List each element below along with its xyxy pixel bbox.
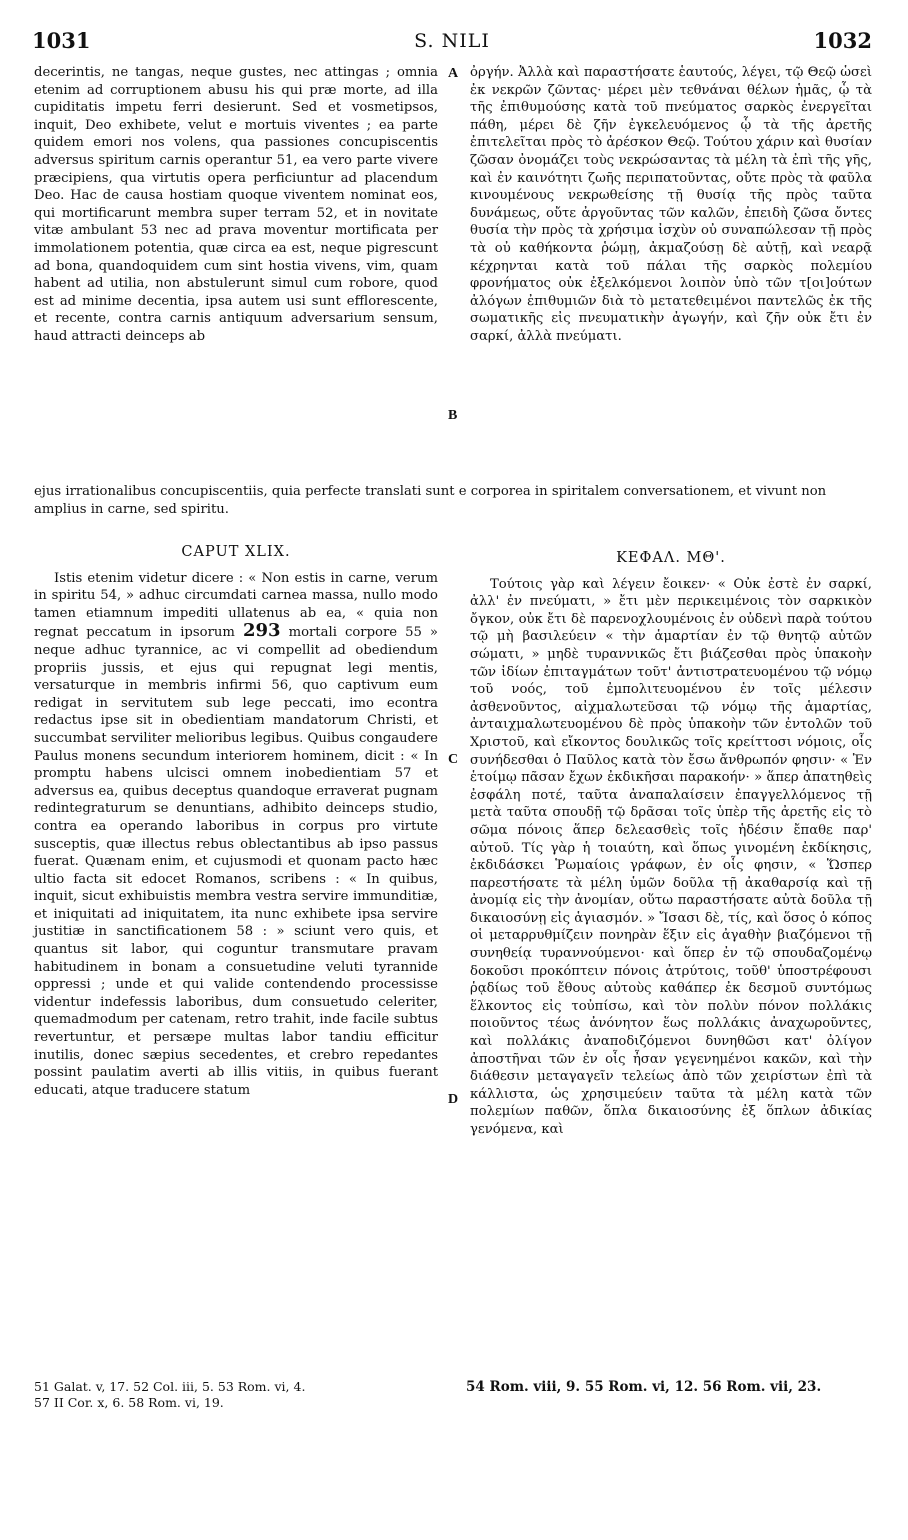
bridge-line: ejus irrationalibus concupiscentiis, quia perfecte translati sunt e corporea in spiritalem conversationem, et vivunt non amplius in carne, sed spiritu. — [34, 484, 827, 517]
running-title: S. NILI — [414, 30, 490, 52]
column-number-marker: 293 — [242, 620, 281, 642]
margin-letter-a: A — [448, 66, 459, 81]
margin-letter-c: C — [448, 752, 459, 767]
margin-letter-b: B — [448, 408, 458, 423]
greek-column-top — [470, 64, 872, 346]
footnote-line-2: 57 II Cor. x, 6. 58 Rom. vi, 19. — [34, 1395, 224, 1410]
greek-paragraph-top: ὀργήν. Ἀλλὰ καὶ παραστήσατε ἑαυτούς, λέγει, τῷ Θεῷ ὡσεὶ ἐκ νεκρῶν ζῶντας· μέρει μὲν τεθνάναι θέλων ἡμᾶς, ᾧ τὰ τῆς ἐπιθυμούσης κατὰ τοῦ πνεύματος σαρκὸς ἐνεργεῖται πάθη, μέρει δὲ ζῆν ἐγκελευόμενος ᾧ τὰ τῆς ἀρετῆς ἐπιτελεῖται πρὸς τὸ ἀρέσκον Θεῷ. Τούτου χάριν καὶ θυσίαν ζῶσαν ὀνομάζει τοὺς νεκρώσαντας τὰ μέλη τὰ ἐπὶ τῆς γῆς, καὶ ἐν καινότητι ζωῆς περιπατοῦντας, οὔτε πρὸς τὰ φαῦλα κινουμένους νεκρωθείσης τῇ θυσίᾳ τῆς πρὸς ταῦτα δυνάμεως, οὔτε ἀργοῦντας τῶν καλῶν, ἐπειδὴ ζῶσα ὄντες θυσία τὴν πρὸς τὰ χρήσιμα ἰσχὺν οὐ συναπώλεσαν τῇ πρὸς τὰ οὐ καθήκοντα ῥώμῃ, ἀκμαζούσῃ δὲ αὐτῇ, καὶ νεαρᾷ κέχρηνται κατὰ τοῦ πάλαι τῆς σαρκὸς πολεμίου φρονήματος οὐκ ἐξελκόμενοι λοιπὸν ὑπὸ τῶν τ[οι]ούτων ἀλόγων ἐπιθυμιῶν διὰ τὸ μετατεθειμένοι παντελῶς ἐκ τῆς σωματικῆς εἰς πνευματικὴν ἀγωγήν, καὶ ζῆν οὐκ ἔτι ἐν σαρκί, ἀλλὰ πνεύματι. — [470, 65, 872, 344]
greek-chapter-body: Τούτοις γὰρ καὶ λέγειν ἔοικεν· « Οὐκ ἐστὲ ἐν σαρκί, ἀλλ' ἐν πνεύματι, » ἔτι μὲν περικειμένοις τὸν σαρκικὸν ὄγκον, οὐκ ἔτι δὲ παρενοχλουμένοις ἐν οὐδενὶ παρὰ τούτου τῷ μὴ βασιλεύειν « τὴν ἁμαρτίαν ἐν τῷ θνητῷ αὐτῶν σώματι, » μηδὲ τυραννικῶς ἔτι βιάζεσθαι πρὸς ὑπακοὴν τῶν ἰδίων ἐπιταγμάτων τοῦτ' ἀντιστρατευομένου τῷ νόμῳ τοῦ νοός, τοῦ ἐμπολιτευομένου ἐν τοῖς μέλεσιν ἀσθενοῦντος, αἰχμαλωτεῦσαι τῷ νόμῳ τῆς ἁμαρτίας, ἀνταιχμαλωτευομένου δὲ πρὸς ὑπακοὴν τῶν ἐντολῶν τοῦ Χριστοῦ, καὶ εἴκοντος δουλικῶς τοῖς κρείττοσι νόμοις, οἷς συνήδεσθαι ὁ Παῦλος κατὰ τὸν ἔσω ἄνθρωπόν φησιν· « Ἐν ἑτοίμῳ πᾶσαν ἔχων ἐκδικῆσαι παρακοήν· » ἅπερ ἀπατηθεὶς ἐσφάλη ποτέ, ταῦτα ἀναπαλαίσειν ἐπαγγελλόμενος τῇ μετὰ ταῦτα σπουδῇ τῷ δρᾶσαι τοῖς ὑπὲρ τῆς ἀρετῆς εἰς τὸ σῶμα πόνοις ἅπερ δελεασθεὶς τοῖς ἡδέσιν ἔπαθε παρ' αὐτοῦ. Τίς γὰρ ἡ τοιαύτη, καὶ ὅπως γινομένη ἐκδίκησις, ἐκδιδάσκει Ῥωμαίοις γράφων, ἐν οἷς φησιν, « Ὥσπερ παρεστήσατε τὰ μέλη ὑμῶν δοῦλα τῇ ἀκαθαρσίᾳ καὶ τῇ ἀνομίᾳ εἰς τὴν ἀνομίαν, οὕτω παραστήσατε αὐτὰ δοῦλα τῇ δικαιοσύνῃ εἰς ἁγιασμόν. » Ἴσασι δὲ, τίς, καὶ ὅσος ὁ κόπος οἱ μεταρρυθμίζειν πονηρὰν ἕξιν εἰς ἀγαθὴν βιαζόμενοι τῇ συνηθείᾳ τυραννούμενοι· καὶ ὅπερ ἐν τῷ σπουδαζομένῳ δοκοῦσι προκόπτειν πόνοις ἀτρύτοις, τοῦθ' ὑποστρέφουσι ῥᾳδίως τοῦ ἔθους αὐτοὺς καθάπερ ἐκ δεσμοῦ συντόμως ἕλκοντος εἰς τοὐπίσω, καὶ τὸν πολὺν πόνον πολλάκις ποιοῦντος τέως ἀνόνητον ἕως πολλάκις ἀναχωροῦντες, καὶ πολλάκις ἀναποδιζόμενοι δυνηθῶσι κατ' ὀλίγον ἀποστῆναι τῶν ἐν οἷς ἦσαν γεγενημένοι κακῶν, καὶ τὴν διάθεσιν μεταγαγεῖν τελείως ἀπὸ τῶν χειρίστων ἐπὶ τὰ κάλλιστα, ὡς χρησιμεύειν ταῦτα τὰ μέλη κατὰ τῶν πολεμίων παθῶν, ὅπλα δικαιοσύνης ἐξ ὅπλων ἀδικίας γενόμενα, καὶ — [470, 576, 872, 1137]
greek-column-chapter — [470, 532, 872, 1139]
margin-letter-d: D — [448, 1092, 459, 1107]
latin-paragraph-top: decerintis, ne tangas, neque gustes, nec attingas ; omnia etenim ad corruptionem abusu his qui præ morte, ad illa cupiditatis impetu ferri desierunt. Sed et vosmetipsos, inquit, Deo exhibete, velut e mortuis viventes ; ea parte quidem emori nos volens, qua passiones concupiscentis adversus spiritum carnis operantur 51, ea vero parte vivere præcipiens, qua virtutis opera perficiuntur ad placendum Deo. Hac de causa hostiam quoque viventem nominat eos, qui mortificarunt membra super terram 52, et in novitate vitæ ambulant 53 nec ad prava moventur mortificata per immolationem potentia, quæ circa ea est, neque pigrescunt ad bona, quandoquidem cum sint hostia vivens, vim, quam habent ad utilia, non abstulerunt simul cum robore, quod est ad minime decentia, ipsa autem usi sunt efflorescente, et recente, contra carnis antiquum adversarium sensum, haud attracti deinceps ab — [34, 65, 438, 344]
latin-column-chapter — [34, 532, 438, 1099]
latin-body-part-b: mortali corpore 55 » neque adhuc tyrannice, ac vi compellit ad obediendum propriis jussis, et ejus qui repugnat legi mentis, versaturque in membris infirmi 56, quo captivum eum redigat in servitutem sub lege peccati, imo econtra redactus ipse sit in obedientiam mandatorum Christi, et succumbat serviliter melioribus legibus. Quibus congaudere Paulus monens secundum interiorem hominem, dicit : « In promptu habens ulcisci omnem inobedientiam 57 et adversus ea, quibus deceptus quandoque erraverat pugnam redintegraturum se denuntians, adhibito deinceps studio, contra ea operando laboribus in corpus pro virtute susceptis, quæ illectus rebus oblectantibus ab ipso passus fuerat. Quænam enim, et cujusmodi et quonam pacto hæc ultio facta sit edocet Romanos, scribens : « In quibus, inquit, sicut exhibuistis membra vestra servire immunditiæ, et iniquitati ad iniquitatem, ita nunc exhibete ipsa servire justitiæ in sanctificationem 58 : » sciunt vero quis, et quantus sit labor, qui coguntur transmutare pravam habitudinem in bonam a consuetudine veluti tyrannide oppressi ; unde et qui valide contendendo processisse videntur indefessis laboribus, dum consuetudo celeriter, quemadmodum per catenam, retro trahit, inde facile subtus revertuntur, et persæpe multas labor tandiu efficitur inutilis, donec sæpius secedentes, et crebro repedantes possint paulatim averti ab illis vitiis, in quibus fuerant educati, atque traducere statum — [34, 625, 438, 1098]
chapter-heading-latin: CAPUT XLIX. — [181, 544, 291, 560]
page-number-left: 1031 — [32, 28, 91, 53]
latin-column-top — [34, 64, 438, 346]
latin-chapter-body — [34, 570, 438, 1100]
footnotes-right: 54 Rom. viii, 9. 55 Rom. vi, 12. 56 Rom. vii, 23. — [466, 1379, 822, 1395]
page-number-right: 1032 — [813, 28, 872, 53]
page-header — [32, 28, 872, 56]
latin-body-part-a: Istis etenim videtur dicere : « Non estis in carne, verum in spiritu 54, » adhuc circumdati carnea massa, nullo modo tamen etiamnum impediti ullatenus ab ea, « quia non regnat peccatum in ipsorum — [34, 570, 438, 641]
footnote-line-1: 51 Galat. v, 17. 52 Col. iii, 5. 53 Rom. vi, 4. — [34, 1379, 306, 1394]
chapter-heading-greek: ΚΕΦΑΛ. ΜΘ'. — [616, 550, 726, 566]
footnotes-left — [34, 1379, 438, 1411]
